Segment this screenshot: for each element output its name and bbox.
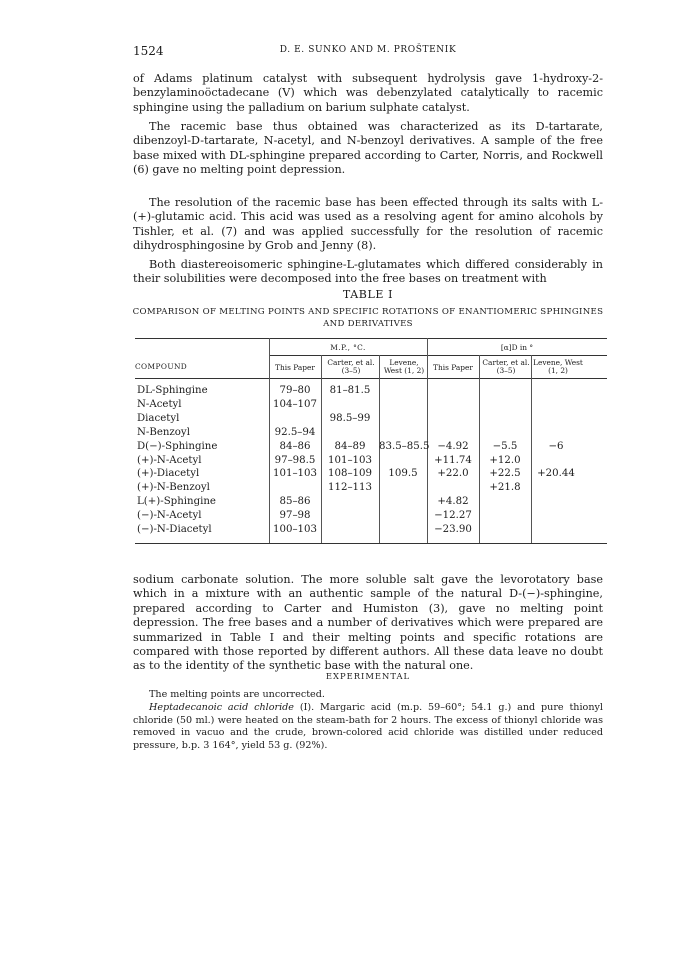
- cell-rot-this-paper: +11.74: [434, 454, 472, 466]
- cell-mp-carter: 98.5–99: [329, 412, 371, 424]
- page-number: 1524: [133, 44, 164, 58]
- cell-mp-carter: 84–89: [334, 440, 366, 452]
- cell-mp-carter: 81–81.5: [329, 385, 371, 396]
- cell-compound: N-Acetyl: [137, 398, 182, 410]
- cell-mp-this-paper: 100–103: [273, 524, 317, 535]
- cell-mp-this-paper: 79–80: [279, 385, 311, 396]
- cell-mp-this-paper: 97–98: [279, 510, 311, 522]
- data-table: [135, 338, 607, 546]
- section-heading-experimental: EXPERIMENTAL: [325, 671, 411, 681]
- table-top-rule: [135, 338, 607, 339]
- cell-rot-levene: +20.44: [537, 468, 575, 480]
- cell-compound: (+)-N-Acetyl: [137, 454, 202, 466]
- header-mp-this-paper: This Paper: [275, 363, 315, 372]
- cell-mp-carter: 112–113: [328, 482, 372, 494]
- cell-compound: D(−)-Sphingine: [137, 440, 218, 452]
- header-rot-this-paper: This Paper: [433, 363, 473, 372]
- cell-mp-carter: 101–103: [328, 454, 372, 466]
- table-caption-line-1: COMPARISON OF MELTING POINTS AND SPECIFIC ROTATIONS OF ENANTIOMERIC SPHINGINES: [132, 307, 604, 317]
- header-mp-carter: Carter, et al. (3–5): [327, 358, 375, 375]
- cell-rot-this-paper: +22.0: [437, 468, 469, 480]
- header-rot-levene: Levene, West (1, 2): [533, 358, 583, 375]
- cell-compound: DL-Sphingine: [137, 385, 208, 396]
- header-rot-carter: Carter, et al. (3–5): [482, 358, 530, 375]
- experimental-paragraph-2: [133, 702, 603, 752]
- body-paragraph-4: Both diastereoisomeric sphingine-L-glutamates which differed considerably in their solubilities were decomposed into the free bases on treatment with: [133, 258, 603, 286]
- cell-mp-this-paper: 101–103: [273, 468, 317, 480]
- body-paragraph-2: The racemic base thus obtained was characterized as its D-tartarate, dibenzoyl-D-tartarate, N-acetyl, and N-benzoyl derivatives. A sample of the free base mixed with DL-sphingine prepared according to Carter, Norris, and Rockwell (6) gave no melting point depression.: [133, 120, 603, 177]
- cell-compound: (−)-N-Acetyl: [137, 510, 202, 522]
- cell-mp-levene: 83.5–85.5: [379, 440, 430, 452]
- page-header: [133, 44, 603, 60]
- cell-rot-carter: +21.8: [489, 482, 521, 494]
- cell-mp-this-paper: 85–86: [279, 496, 311, 508]
- cell-mp-levene: 109.5: [388, 468, 418, 480]
- cell-rot-this-paper: −23.90: [434, 524, 472, 535]
- body-paragraph-5: sodium carbonate solution. The more soluble salt gave the levorotatory base which in a mixture with an authentic sample of the natural D-(−)-sphingine, prepared according to Carter and Humiston (3), gave no melting point depression. The free bases and a number of derivatives which were prepared are summarized in Table I and their melting points and specific rotations are compared with those reported by different authors. All these data leave no doubt as to the identity of the synthetic base with the natural one.: [133, 573, 603, 673]
- cell-mp-this-paper: 104–107: [273, 398, 317, 410]
- cell-compound: (−)-N-Diacetyl: [137, 524, 212, 535]
- cell-mp-this-paper: 97–98.5: [274, 454, 316, 466]
- compound-title: Heptadecanoic acid chloride: [149, 702, 294, 713]
- cell-mp-carter: 108–109: [328, 468, 372, 480]
- cell-compound: L(+)-Sphingine: [137, 496, 216, 508]
- body-paragraph-1: of Adams platinum catalyst with subsequent hydrolysis gave 1-hydroxy-2-benzylaminoöctadecane (V) which was debenzylated catalytically to racemic sphingine using the palladium on barium sulphate catalyst.: [133, 72, 603, 114]
- cell-mp-this-paper: 92.5–94: [274, 426, 316, 438]
- cell-rot-this-paper: −12.27: [434, 510, 472, 522]
- cell-rot-carter: +12.0: [489, 454, 521, 466]
- cell-rot-carter: −5.5: [492, 440, 518, 452]
- table-header-rule: [135, 378, 607, 379]
- header-compound: COMPOUND: [135, 362, 188, 371]
- cell-compound: N-Benzoyl: [137, 426, 190, 438]
- cell-mp-this-paper: 84–86: [279, 440, 311, 452]
- cell-compound: (+)-N-Benzoyl: [137, 482, 210, 494]
- cell-compound: Diacetyl: [137, 412, 180, 424]
- cell-rot-this-paper: −4.92: [437, 440, 469, 452]
- body-paragraph-3: The resolution of the racemic base has been effected through its salts with L-(+)-glutamic acid. This acid was used as a resolving agent for amino alcohols by Tishler, et al. (7) and was applied successfully for the resolution of racemic dihydrosphingosine by Grob and Jenny (8).: [133, 196, 603, 253]
- table-bottom-rule: [135, 543, 607, 544]
- experimental-paragraph-1: The melting points are uncorrected.: [149, 689, 325, 700]
- running-head: D. E. SUNKO AND M. PROŠTENIK: [279, 45, 457, 55]
- table-caption-line-2: AND DERIVATIVES: [323, 319, 413, 329]
- header-rotation-group: [α]D in °: [500, 343, 534, 352]
- table-label: TABLE I: [342, 288, 394, 301]
- cell-rot-carter: +22.5: [489, 468, 521, 480]
- header-mp-group: M.P., °C.: [330, 343, 366, 352]
- cell-compound: (+)-Diacetyl: [137, 468, 200, 480]
- cell-rot-levene: −6: [548, 440, 564, 452]
- cell-rot-this-paper: +4.82: [437, 496, 469, 508]
- header-mp-levene: Levene, West (1, 2): [383, 358, 425, 375]
- table-caption: [128, 306, 608, 330]
- experimental-paragraph-2-text: (I). Margaric acid (m.p. 59–60°; 54.1 g.) and pure thionyl chloride (50 ml.) were heated on the steam-bath for 2 hours. The excess of thionyl chloride was removed in vacuo and the crude, brown-colored acid chloride was distilled under reduced pressure, b.p. 3 164°, yield 53 g. (92%).: [133, 702, 603, 751]
